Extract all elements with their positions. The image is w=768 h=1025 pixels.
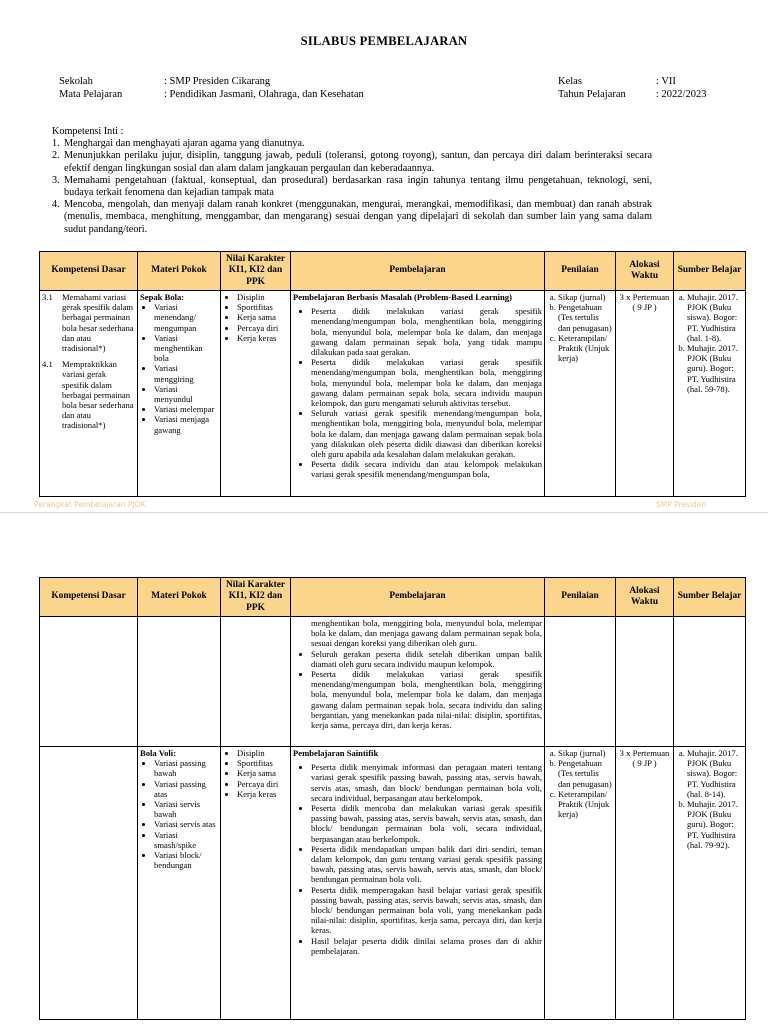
list-item: a. Muhajir. 2017. PJOK (Buku siswa). Bogor: PT. Yudhistira (hal. 1-8). [687, 292, 743, 343]
ki-heading: Kompetensi Inti : [52, 126, 124, 137]
list-item: • Peserta didik melakukan variasi gerak spesifik menendang/mengumpan bola, menghentikan bola, menggiring bola, menyundul bola, melempar bola ke dalam, dan menjaga gawang dalam permainan sepak bola, secara individu dan saling bergantian, yang menekankan pada nilai-nilai: disiplin, sportifitas, kerja sama, percaya diri, dan kerja keras. [311, 669, 542, 730]
list-item: • Kerja sama [237, 312, 288, 322]
list-item: • Peserta didik mendapatkan umpan balik dari diri sendiri, teman dalam kelompok, dan guru tentang variasi gerak spesifik passing bawah, passing atas, servis bawah, servis atas, smash, dan block/ bendungan permainan bola voli. [311, 844, 542, 885]
list-item: • Variasi block/ bendungan [154, 850, 218, 870]
sumber-cell [674, 747, 746, 1020]
kd-item [42, 292, 135, 353]
tahun-label: Tahun Pelajaran [558, 89, 626, 100]
list-item: • Variasi servis bawah [154, 799, 218, 819]
header-alokasi-waktu: Alokasi Waktu [616, 578, 674, 617]
list-item: • Percaya diri [237, 323, 288, 333]
list-item: • Disiplin [237, 292, 288, 302]
list-item: b. Muhajir. 2017. PJOK (Buku guru). Bogor: PT. Yudhistira (hal. 59-78). [687, 343, 743, 394]
kd-cell [40, 747, 138, 1020]
pembelajaran-heading: Pembelajaran Saintifik [293, 748, 379, 758]
list-item: • Seluruh gerakan peserta didik setelah diberikan umpan balik diamati oleh guru secara individu maupun kelompok. [311, 649, 542, 669]
header-kompetensi-dasar: Kompetensi Dasar [40, 252, 138, 291]
nilai-cell [221, 291, 291, 497]
syllabus-table-1 [39, 251, 746, 497]
materi-heading: Bola Voli: [140, 748, 177, 758]
list-item: • Variasi menyundul [154, 384, 218, 404]
list-item: • Seluruh variasi gerak spesifik menendang/mengumpan bola, menghentikan bola, menggiring bola, menyundul bola, melempar bola ke dalam, dan menjaga gawang dalam permainan sepak bola yang dilakukan oleh peserta didik diawasi dan diberikan koreksi oleh guru apabila ada kesalahan dalam melakukan gerakan. [311, 408, 542, 459]
list-item: c. Keterampilan/ Praktik (Unjuk kerja) [558, 333, 613, 364]
list-item: • Variasi melempar [154, 404, 218, 414]
kd-num: 3.1 [42, 292, 53, 302]
list-item: • Variasi menendang/ mengumpan [154, 302, 218, 333]
syllabus-table-2 [39, 577, 746, 1020]
header-penilaian: Penilaian [545, 578, 616, 617]
list-item: • Peserta didik memperagakan hasil belajar variasi gerak spesifik passing bawah, passing atas, servis bawah, servis atas, smash, dan block/ bendungan permainan bola voli, yang menekankan pada nilai-nilai: disiplin, sportifitas, kerja sama, percaya diri, dan kerja keras. [311, 885, 542, 936]
list-item: • Percaya diri [237, 779, 288, 789]
header-sumber-belajar: Sumber Belajar [674, 252, 746, 291]
list-item: • Kerja keras [237, 789, 288, 799]
header-alokasi-waktu: Alokasi Waktu [616, 252, 674, 291]
header-penilaian: Penilaian [545, 252, 616, 291]
list-item: c. Keterampilan/ Praktik (Unjuk kerja) [558, 789, 613, 820]
alokasi-text: 3 x Pertemuan ( 9 JP ) [619, 292, 670, 313]
ki-text: Memahami pengetahuan (faktual, konseptual, dan prosedural) berdasarkan rasa ingin tahunya tentang ilmu pengetahuan, teknologi, seni, budaya terkait fenomena dan kejadian tampak mata [64, 174, 652, 199]
list-item: • Variasi menghentikan bola [154, 333, 218, 364]
ki-num: 1. [52, 138, 60, 150]
list-item: • Variasi passing bawah [154, 758, 218, 778]
list-item: b. Muhajir. 2017. PJOK (Buku guru). Bogor: PT. Yudhistira (hal. 79-92). [687, 799, 743, 850]
sekolah-label: Sekolah [59, 76, 93, 87]
penilaian-cell [545, 747, 616, 1020]
penilaian-cell [545, 617, 616, 747]
document-title: SILABUS PEMBELAJARAN [300, 34, 468, 48]
footer-left: Perangkat Pembelajaran PJOK [34, 500, 146, 509]
header-materi-pokok: Materi Pokok [138, 252, 221, 291]
alokasi-cell [616, 291, 674, 497]
kelas-label: Kelas [558, 76, 582, 87]
ki-num: 3. [52, 174, 60, 186]
document-page-2 [0, 512, 768, 1025]
pembelajaran-cell [291, 617, 545, 747]
kelas-value: : VII [656, 76, 676, 87]
ki-item [52, 199, 652, 236]
header-pembelajaran: Pembelajaran [291, 252, 545, 291]
list-item: • Peserta didik melakukan variasi gerak spesifik menendang/mengumpan bola, menghentikan bola, menggiring bola, menyundul bola, melempar bola ke dalam, dan menjaga gawang dalam permainan sepak bola, secara individu maupun kelompok, dan guru mengamati seluruh aktivitas tersebut. [311, 357, 542, 408]
alokasi-text: 3 x Pertemuan ( 9 JP ) [619, 748, 670, 769]
document-page-1 [0, 0, 768, 512]
header-nilai-karakter: Nilai Karakter KI1, KI2 dan PPK [221, 252, 291, 291]
ki-text: Menghargai dan menghayati ajaran agama yang dianutnya. [64, 138, 305, 150]
ki-item [52, 150, 652, 174]
ki-text: Mencoba, mengolah, dan menyaji dalam ranah konkret (menggunakan, mengurai, merangkai, memodifikasi, dan membuat) dan ranah abstrak (menulis, membaca, menghitung, menggambar, dan mengarang) sesuai dengan yang dipelajari di sekolah dan sumber lain yang sama dalam sudut pandang/teori. [64, 199, 652, 235]
materi-cell [138, 747, 221, 1020]
list-item: • Peserta didik melakukan variasi gerak spesifik menendang/mengumpan bola, menghentikan bola, menggiring bola, menyundul bola, melempar bola ke dalam, dan menjaga gawang dalam permainan sepak bola, yang tidak mampu dilakukan pada saat gerakan. [311, 306, 542, 357]
nilai-cell [221, 617, 291, 747]
list-item: a. Sikap (jurnal) [558, 748, 613, 758]
kd-text: Memahami variasi gerak spesifik dalam berbagai permainan bola besar sederhana dan atau tradisional*) [62, 292, 134, 354]
kompetensi-inti [52, 126, 652, 236]
list-item: • Variasi menggiring [154, 363, 218, 383]
table-row [40, 291, 746, 497]
ki-num: 4. [52, 199, 60, 211]
list-item: • Kerja sama [237, 768, 288, 778]
list-item: • Variasi servis atas [154, 819, 218, 829]
header-pembelajaran: Pembelajaran [291, 578, 545, 617]
mapel-label: Mata Pelajaran [59, 89, 123, 100]
list-item: a. Muhajir. 2017. PJOK (Buku siswa). Bogor: PT. Yudhistira (hal. 8-14). [687, 748, 743, 799]
list-item: a. Sikap (jurnal) [558, 292, 613, 302]
list-item: • Sportifitas [237, 758, 288, 768]
pembelajaran-continued: menghentikan bola, menggiring bola, menyundul bola, melempar bola ke dalam, dan menjaga gawang dalam permainan sepak bola, sesuai dengan koreksi yang diberikan oleh guru. [311, 618, 542, 649]
table-row [40, 617, 746, 747]
mapel-value: : Pendidikan Jasmani, Olahraga, dan Kesehatan [164, 89, 364, 100]
header-kompetensi-dasar: Kompetensi Dasar [40, 578, 138, 617]
table-row [40, 747, 746, 1020]
ki-item [52, 138, 652, 150]
footer-right: SMP Presiden [656, 500, 707, 509]
list-item: • Disiplin [237, 748, 288, 758]
identity-left [59, 75, 364, 101]
list-item: b. Pengetahuan (Tes tertulis dan penugasan) [558, 302, 613, 333]
kd-num: 4.1 [42, 359, 53, 370]
penilaian-cell [545, 291, 616, 497]
alokasi-cell [616, 617, 674, 747]
pembelajaran-cell [291, 747, 545, 1020]
ki-item [52, 175, 652, 199]
kd-item [42, 359, 135, 430]
list-item: • Peserta didik secara individu dan atau kelompok melakukan variasi gerak spesifik menendang/mengumpan bola, [311, 459, 542, 479]
sumber-cell [674, 291, 746, 497]
pembelajaran-heading: Pembelajaran Berbasis Masalah (Problem-Based Learning) [293, 292, 512, 302]
tahun-value: : 2022/2023 [656, 89, 707, 100]
alokasi-cell [616, 747, 674, 1020]
list-item: b. Pengetahuan (Tes tertulis dan penugasan) [558, 758, 613, 789]
identity-right [558, 75, 706, 101]
kd-text: Mempraktikkan variasi gerak spesifik dalam berbagai permainan bola besar sederhana dan atau tradisional*) [62, 359, 134, 431]
kd-cell [40, 291, 138, 497]
list-item: • Sportifitas [237, 302, 288, 312]
list-item: • Variasi menjaga gawang [154, 414, 218, 434]
list-item: • Peserta didik mencoba dan melakukan variasi gerak spesifik passing bawah, passing atas, servis bawah, servis atas, smash, dan block/ bendungan permainan bola voli, secara individual, berpasangan atau berkelompok. [311, 803, 542, 844]
sekolah-value: : SMP Presiden Cikarang [164, 76, 271, 87]
list-item: • Kerja keras [237, 333, 288, 343]
materi-cell [138, 617, 221, 747]
pembelajaran-cell [291, 291, 545, 497]
sumber-cell [674, 617, 746, 747]
materi-heading: Sepak Bola: [140, 292, 185, 302]
list-item: • Hasil belajar peserta didik dinilai selama proses dan di akhir pembelajaran. [311, 936, 542, 956]
header-nilai-karakter: Nilai Karakter KI1, KI2 dan PPK [221, 578, 291, 617]
list-item: • Variasi passing atas [154, 779, 218, 799]
materi-cell [138, 291, 221, 497]
list-item: • Variasi smash/spike [154, 830, 218, 850]
nilai-cell [221, 747, 291, 1020]
kd-cell [40, 617, 138, 747]
list-item: • Peserta didik menyimak informasi dan peragaan materi tentang variasi gerak spesifik passing bawah, passing atas, servis bawah, servis atas, smash, dan block/ bendungan permainan bola voli, secara individual, berpasangan atau berkelompok. [311, 762, 542, 803]
ki-num: 2. [52, 150, 60, 162]
ki-text: Menunjukkan perilaku jujur, disiplin, tanggung jawab, peduli (toleransi, gotong royong), santun, dan percaya diri dalam berinteraksi secara efektif dengan lingkungan sosial dan alam dalam jangkauan pergaulan dan keberadaannya. [64, 150, 652, 174]
header-sumber-belajar: Sumber Belajar [674, 578, 746, 617]
header-materi-pokok: Materi Pokok [138, 578, 221, 617]
